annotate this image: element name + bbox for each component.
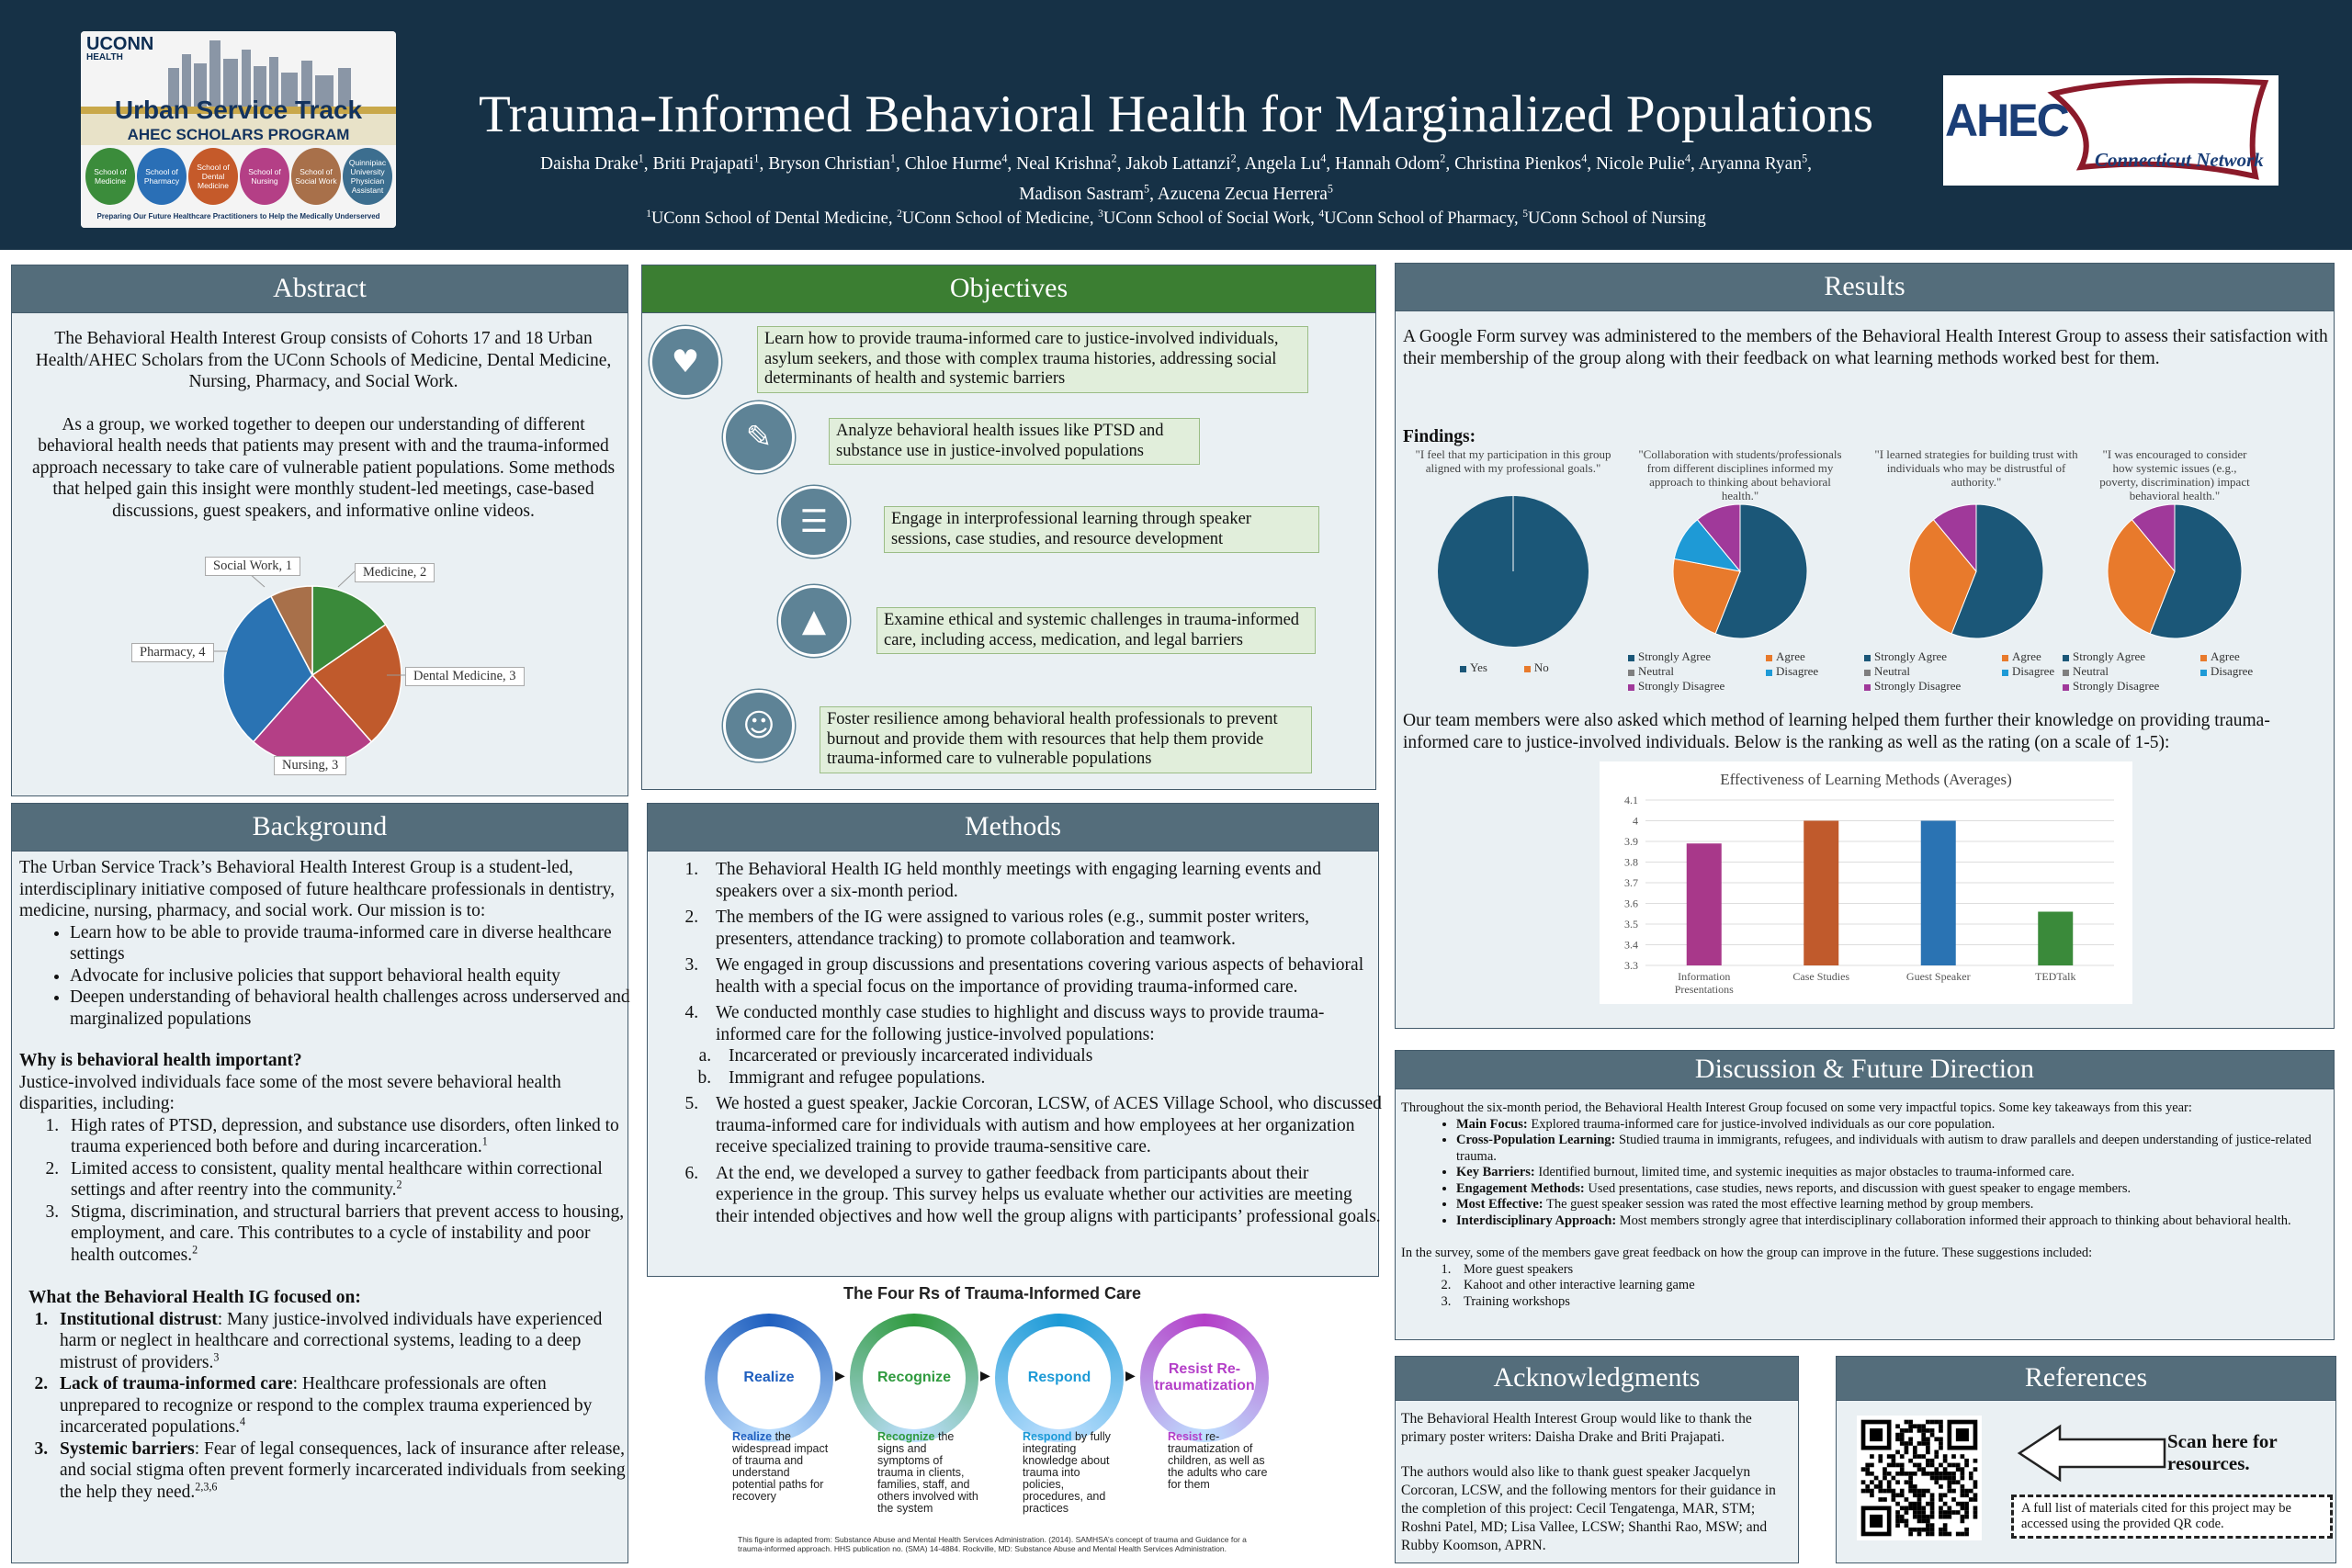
legend-swatch [2063, 655, 2069, 661]
footnote-number: 2 [897, 208, 902, 220]
legend-label: Neutral [2073, 664, 2109, 678]
footnote-number: 4 [1001, 152, 1008, 165]
four-rs-label: Resist Re-traumatization [1153, 1326, 1256, 1429]
methods-item [703, 1002, 1383, 1089]
bar [1921, 821, 1956, 966]
legend-label: Disagree [2211, 664, 2254, 678]
footnote-number: 4 [1320, 152, 1327, 165]
mission-item: • Deepen understanding of behavioral health challenges across underserved and marginalized populations [70, 987, 630, 1030]
footnote-number: 5 [1522, 208, 1529, 220]
legend-label: Disagree [2012, 664, 2055, 678]
chevron-right-icon: ▶ [980, 1369, 990, 1383]
school-circle: School of Nursing [240, 148, 289, 205]
four-rs-desc-text: the widespread impact of trauma and understand potential paths for recovery [732, 1430, 829, 1503]
leader-line [338, 571, 355, 587]
methods-subitem: b. Immigrant and refugee populations. [716, 1067, 1383, 1089]
focus-heading: What the Behavioral Health IG focused on: [28, 1288, 361, 1307]
takeaway-text: Identified burnout, limited time, and systemic inequities as major obstacles to trauma-informed care. [1534, 1165, 2075, 1179]
focus-item-title: Lack of trauma-informed care [60, 1374, 293, 1393]
focus-item [52, 1373, 630, 1438]
affiliation-name: UConn School of Social Work [1102, 209, 1311, 228]
survey-pie [1430, 489, 1596, 654]
chevron-right-icon: ▶ [835, 1369, 845, 1383]
takeaway-text: Used presentations, case studies, news reports, and discussion with guest speaker to engage members. [1584, 1180, 2132, 1196]
methods-item-text: The Behavioral Health IG held monthly meetings with engaging learning events and speakers over a six-month period. [716, 860, 1322, 901]
background-intro: The Urban Service Track’s Behavioral Health Interest Group is a student-led, interdisciplinary initiative composed of future healthcare professionals in dentistry, medicine, nursing, pharmacy, and social work. Our mission is to: [19, 858, 616, 920]
pie-label-medicine: Medicine, 2 [355, 563, 435, 582]
references-qr-code[interactable] [1857, 1416, 1982, 1540]
affiliations: $^1$UConn School of Dental Medicine, $^2$UConn School of Medicine, $^3$UConn School of Social Work, $^4$UConn School of Pharmacy, $^5$UConn School of Nursing [646, 208, 1706, 228]
four-rs-word: Resist [1168, 1430, 1203, 1443]
four-rs-desc-text: re-traumatization of children, as well as the adults who care for them [1168, 1430, 1268, 1491]
four-rs-ring [705, 1314, 833, 1442]
objectives-heading: Objectives [642, 265, 1375, 313]
poster-header [0, 0, 2352, 250]
methods-panel [647, 803, 1382, 1277]
objective-item: Foster resilience among behavioral health professionals to prevent burnout and provide them with resources that help them provide trauma-informed care to vulnerable populations [820, 706, 1312, 773]
footnote-number: 2 [1230, 152, 1237, 165]
takeaway-item [1456, 1165, 2324, 1181]
four-rs-word: Recognize [877, 1430, 935, 1443]
takeaway-title: Interdisciplinary Approach: [1456, 1213, 1617, 1228]
four-rs-title: The Four Rs of Trauma-Informed Care [842, 1284, 1142, 1303]
why-item [63, 1158, 630, 1201]
legend-swatch [1524, 666, 1531, 672]
author-name: Daisha Drake [539, 154, 639, 174]
four-rs-source: This figure is adapted from: Substance Abuse and Mental Health Services Administration. (2014). SAMHSA’s concept of trauma and Guidance for a trauma-informed approach. HHS publication no. (SMA) 14-4884. Rockville, MD: Substance Abuse and Mental Health Services Administration. [738, 1535, 1247, 1553]
four-rs-ring [1140, 1314, 1269, 1442]
footnote-number: 1 [481, 1134, 488, 1148]
methods-list [703, 859, 1383, 1227]
why-item-text: High rates of PTSD, depression, and substance use disorders, often linked to trauma experienced both before and during incarceration. [71, 1115, 619, 1156]
references-note: A full list of materials cited for this project may be accessed using the provided QR code. [2011, 1495, 2333, 1539]
four-rs-word: Respond [1023, 1430, 1072, 1443]
x-tick-label: TEDTalk [2035, 970, 2076, 983]
bar [1804, 821, 1838, 966]
suggestion-item: 3. Training workshops [1454, 1294, 2324, 1311]
footnote-number: 1 [646, 208, 651, 220]
takeaway-text: Most members strongly agree that interdisciplinary collaboration informed their approach to thinking about behavioral health. [1616, 1213, 2291, 1228]
suggestions-intro: In the survey, some of the members gave great feedback on how the group can improve in the future. These suggestions included: [1401, 1246, 2093, 1260]
four-rs-description [1168, 1431, 1269, 1491]
objectives-panel [641, 265, 1376, 790]
references-panel [1836, 1356, 2336, 1563]
methods-item-text: We conducted monthly case studies to highlight and discuss ways to provide trauma-informed care for the following justice-involved populations: [716, 1003, 1325, 1044]
why-item [63, 1115, 630, 1158]
takeaway-text: Explored trauma-informed care for justice-involved individuals as our core population. [1527, 1116, 1996, 1132]
survey-question: "Collaboration with students/professionals from different disciplines informed my approach to thinking about behavioral health." [1638, 447, 1842, 502]
legend-label: Disagree [1776, 664, 1819, 678]
ranking-intro: Our team members were also asked which method of learning helped them further their knowledge on providing trauma-informed care to justice-involved individuals. Below is the ranking as well as the rating (on a scale of 1-5): [1403, 711, 2270, 752]
legend-item [1460, 660, 1487, 674]
objective-item: Examine ethical and systemic challenges in trauma-informed care, including access, medication, and legal barriers [876, 607, 1316, 654]
author-name: Angela Lu [1244, 154, 1321, 174]
results-panel [1395, 263, 2335, 1029]
cohort-pie-chart [12, 265, 629, 797]
discussion-panel [1395, 1050, 2335, 1340]
footnote-number: 2 [1111, 152, 1117, 165]
takeaway-text: The guest speaker session was rated the most effective learning method by group members. [1543, 1197, 2034, 1212]
ust-logo-title: Urban Service Track [114, 96, 363, 124]
footnote-number: 1 [638, 152, 644, 165]
y-tick-label: 3.4 [1624, 938, 1638, 952]
why-list [63, 1115, 630, 1267]
footnote-number: 4 [1581, 152, 1588, 165]
why-heading: Why is behavioral health important? [19, 1051, 302, 1070]
legend-swatch [1864, 684, 1871, 691]
legend-item [1628, 679, 1766, 694]
legend-item [1766, 664, 1849, 679]
school-circle: School of Pharmacy [137, 148, 187, 205]
legend-swatch [1460, 666, 1466, 672]
four-rs-desc-text: by fully integrating knowledge about trauma into policies, procedures, and practices [1023, 1430, 1111, 1515]
footnote-number: 4 [240, 1415, 246, 1428]
objective-item: Engage in interprofessional learning through speaker sessions, case studies, and resource development [884, 506, 1319, 553]
background-text [19, 857, 630, 1503]
takeaway-text: Studied trauma in immigrants, refugees, and individuals with autism to draw parallels and deepen understanding of justice-related trauma. [1456, 1133, 2312, 1164]
background-panel [11, 803, 628, 1563]
suggestions-list [1454, 1262, 2324, 1311]
affiliation-name: UConn School of Nursing [1528, 209, 1706, 228]
y-tick-label: 3.3 [1624, 959, 1638, 972]
ack-paragraph-1: The Behavioral Health Interest Group would like to thank the primary poster writers: Daisha Drake and Briti Prajapati. [1401, 1411, 1752, 1445]
legend-label: Strongly Agree [1638, 649, 1712, 663]
takeaways-list [1456, 1117, 2324, 1230]
footnote-number: 1 [889, 152, 896, 165]
legend-label: Strongly Agree [1874, 649, 1948, 663]
x-tick-label: Information Presentations [1674, 970, 1734, 996]
methods-item-text: We engaged in group discussions and presentations covering various aspects of behavioral health with a special focus on the importance of providing trauma-informed care. [716, 955, 1364, 997]
legend-swatch [1628, 684, 1634, 691]
takeaway-item [1456, 1197, 2324, 1213]
ust-logo-tagline: Preparing Our Future Healthcare Practitioners to Help the Medically Underserved [96, 212, 380, 220]
focus-item-text: : Healthcare professionals are often unprepared to recognize or respond to the complex trauma experienced by incarcerated populations. [60, 1374, 593, 1437]
survey-question: "I feel that my participation in this group aligned with my professional goals." [1415, 447, 1611, 475]
footnote-number: 1 [753, 152, 760, 165]
discussion-heading: Discussion & Future Direction [1396, 1051, 2334, 1089]
heart-hand-icon: ♥ [650, 326, 721, 398]
pie-legend [1864, 649, 2055, 694]
discussion-intro: Throughout the six-month period, the Behavioral Health Interest Group focused on some very impactful topics. Some key takeaways from this year: [1401, 1100, 2192, 1115]
school-circle: School of Dental Medicine [188, 148, 238, 205]
four-rs-description [1023, 1431, 1124, 1515]
results-intro: A Google Form survey was administered to the members of the Behavioral Health Interest Group to assess their satisfaction with their membership of the group along with their feedback on what learning methods worked best for them. [1403, 327, 2328, 368]
four-rs-ring [995, 1314, 1124, 1442]
takeaway-item [1456, 1117, 2324, 1134]
author-line: Madison Sastram$^5$, Azucena Zecua Herrera$^5$ [1019, 182, 1333, 204]
objective-item: Analyze behavioral health issues like PTSD and substance use in justice-involved populations [829, 418, 1200, 465]
y-tick-label: 3.8 [1624, 855, 1638, 869]
acknowledgments-heading: Acknowledgments [1396, 1357, 1798, 1401]
chart-title: Effectiveness of Learning Methods (Averages) [1720, 771, 2012, 788]
head-puzzle-icon: ✎ [723, 401, 795, 473]
pie-legend [1628, 649, 1819, 694]
author-name: Nicole Pulie [1596, 154, 1685, 174]
author-name: Hannah Odom [1334, 154, 1441, 174]
legend-swatch [1864, 655, 1871, 661]
why-intro: Justice-involved individuals face some of the most severe behavioral health disparities, including: [19, 1072, 561, 1113]
author-name: Aryanna Ryan [1698, 154, 1803, 174]
ust-logo-subtitle: AHEC SCHOLARS PROGRAM [127, 126, 350, 143]
school-circle: School of Social Work [291, 148, 341, 205]
abstract-panel [11, 265, 628, 796]
uconn-wordmark: UCONN [86, 34, 154, 54]
legend-item [2200, 649, 2283, 664]
focus-item-title: Systemic barriers [60, 1438, 195, 1459]
methods-text [675, 859, 1383, 1227]
legend-swatch [2200, 670, 2207, 676]
legend-swatch [2002, 655, 2008, 661]
legend-swatch [2002, 670, 2008, 676]
focus-item [52, 1438, 630, 1504]
methods-sublist [716, 1045, 1383, 1089]
suggestion-item: 2. Kahoot and other interactive learning game [1454, 1278, 2324, 1294]
bar-chart-frame [1600, 761, 2132, 1004]
y-tick-label: 3.7 [1624, 876, 1638, 889]
author-name: Azucena Zecua Herrera [1157, 185, 1328, 204]
legend-item [1864, 649, 2002, 664]
y-tick-label: 3.5 [1624, 918, 1638, 931]
footnote-number: 5 [1802, 152, 1808, 165]
survey-question: "I was encouraged to consider how systemic issues (e.g., poverty, discrimination) impact behavioral health." [2099, 447, 2250, 502]
focus-list [52, 1309, 630, 1504]
abstract-paragraph-2: As a group, we worked together to deepen our understanding of different behavioral health needs that patients may present with and the trauma-informed approach necessary to take care of vulnerable patient populations. Some methods that helped gain this insight were monthly student-led meetings, case-based discussions, guest speakers, and informative online videos. [31, 414, 616, 521]
legend-label: Strongly Agree [2073, 649, 2146, 663]
pie-legend [2063, 649, 2254, 694]
y-tick-label: 4.1 [1624, 794, 1638, 807]
results-heading: Results [1396, 264, 2334, 311]
legend-swatch [1766, 655, 1772, 661]
four-rs-label: Respond [1008, 1326, 1111, 1429]
methods-item [703, 954, 1383, 998]
footnote-number: 3 [213, 1350, 220, 1363]
footnote-number: 5 [1144, 182, 1150, 196]
people-climbing-icon: ☺ [723, 690, 795, 761]
scan-here-text: Scan here for resources. [2167, 1430, 2278, 1474]
school-circle: School of Medicine [85, 148, 135, 205]
methods-item-text: We hosted a guest speaker, Jackie Corcoran, LCSW, of ACES Village School, who discussed trauma-informed care for individuals with autism and how employees at her organization receive specialized training to provide trauma-sensitive care. [716, 1094, 1382, 1156]
takeaway-title: Cross-Population Learning: [1456, 1133, 1616, 1147]
legend-label: No [1533, 660, 1549, 674]
pie-label-nursing: Nursing, 3 [274, 756, 346, 775]
affiliation-name: UConn School of Pharmacy [1324, 209, 1515, 228]
methods-subitem: a. Incarcerated or previously incarcerated individuals [716, 1045, 1383, 1067]
abstract-heading: Abstract [12, 265, 628, 313]
y-tick-label: 3.9 [1624, 835, 1638, 848]
pie-label-dental: Dental Medicine, 3 [405, 667, 525, 686]
footnote-number: 2 [1440, 152, 1446, 165]
acknowledgments-text [1401, 1410, 1787, 1555]
footnote-number: 2 [192, 1243, 198, 1256]
survey-pie [1657, 489, 1823, 654]
legend-swatch [2063, 684, 2069, 691]
takeaway-item [1456, 1133, 2324, 1165]
legend-item [1524, 660, 1549, 674]
methods-item [703, 907, 1383, 950]
footnote-number: 4 [1318, 208, 1325, 220]
takeaway-title: Most Effective: [1456, 1197, 1544, 1212]
ahec-wordmark: AHEC [1945, 95, 2068, 146]
presentation-icon: ☰ [778, 486, 850, 558]
four-rs-label: Realize [718, 1326, 820, 1429]
x-tick-label: Case Studies [1792, 970, 1850, 983]
legend-label: Neutral [1638, 664, 1674, 678]
legend-swatch [1864, 670, 1871, 676]
why-item [63, 1201, 630, 1267]
mission-item: • Advocate for inclusive policies that support behavioral health equity [70, 965, 630, 987]
survey-pie [2092, 489, 2257, 654]
footnote-number: 4 [1684, 152, 1690, 165]
four-rs-desc-text: the signs and symptoms of trauma in clients, families, staff, and others involved with the system [877, 1430, 978, 1515]
ahec-logo [1943, 75, 2278, 186]
legend-item [2063, 679, 2200, 694]
author-name: Bryson Christian [768, 154, 890, 174]
bar [2038, 912, 2073, 966]
affiliation-name: UConn School of Dental Medicine [650, 209, 888, 228]
health-wordmark: HEALTH [86, 52, 123, 62]
poster-title: Trauma-Informed Behavioral Health for Marginalized Populations [478, 85, 1874, 143]
legend-item [2063, 649, 2200, 664]
legend-item [2063, 664, 2200, 679]
discussion-text [1401, 1100, 2324, 1310]
pie-label-social-work: Social Work, 1 [205, 557, 300, 576]
takeaway-item [1456, 1181, 2324, 1198]
legend-swatch [2200, 655, 2207, 661]
x-tick-label: Guest Speaker [1905, 970, 1971, 983]
author-name: Christina Pienkos [1454, 154, 1582, 174]
why-item-text: Limited access to consistent, quality mental healthcare within correctional settings and after reentry into the community. [71, 1158, 603, 1200]
methods-heading: Methods [648, 804, 1378, 852]
bar [1687, 843, 1722, 965]
legend-label: Yes [1470, 660, 1487, 674]
takeaway-title: Engagement Methods: [1456, 1180, 1585, 1196]
legend-label: Agree [1776, 649, 1805, 663]
author-name: Madison Sastram [1019, 185, 1145, 204]
legend-label: Strongly Disagree [2073, 679, 2160, 693]
focus-item-title: Institutional distrust [60, 1309, 218, 1329]
pie-label-pharmacy: Pharmacy, 4 [131, 643, 214, 662]
methods-item-text: The members of the IG were assigned to various roles (e.g., summit poster writers, presenters, attendance tracking) to promote collaboration and teamwork. [716, 908, 1310, 949]
methods-item [703, 1093, 1383, 1158]
legend-swatch [2063, 670, 2069, 676]
legend-item [1864, 664, 2002, 679]
focus-item [52, 1309, 630, 1374]
mission-item: • Learn how to be able to provide trauma-informed care in diverse healthcare settings [70, 922, 630, 965]
legend-item [1628, 649, 1766, 664]
legend-label: Strongly Disagree [1874, 679, 1962, 693]
abstract-paragraph-1: The Behavioral Health Interest Group consists of Cohorts 17 and 18 Urban Health/AHEC Scholars from the UConn Schools of Medicine, Dental Medicine, Nursing, Pharmacy, and Social Work. [35, 329, 612, 391]
four-rs-word: Realize [732, 1430, 773, 1443]
legend-swatch [1628, 655, 1634, 661]
references-heading: References [1837, 1357, 2335, 1401]
school-circle: Quinnipiac University Physician Assistant [343, 148, 392, 205]
legend-swatch [1628, 670, 1634, 676]
author-name: Chloe Hurme [904, 154, 1002, 174]
pie-legend [1460, 660, 1644, 675]
affiliation-name: UConn School of Medicine [901, 209, 1090, 228]
objective-item: Learn how to provide trauma-informed care to justice-involved individuals, asylum seekers, and those with complex trauma histories, addressing social determinants of health and systemic barriers [757, 326, 1308, 393]
author-line: Daisha Drake$^1$, Briti Prajapati$^1$, Bryson Christian$^1$, Chloe Hurme$^4$, Neal Krishna$^2$, Jakob Lattanzi$^2$, Angela Lu$^4$, Hannah Odom$^2$, Christina Pienkos$^4$, Nicole Pulie$^4$, Aryanna Ryan$^5$, [539, 152, 1813, 174]
takeaway-title: Key Barriers: [1456, 1165, 1535, 1179]
ack-paragraph-2: The authors would also like to thank guest speaker Jacquelyn Corcoran, LCSW, and the following mentors for their guidance in the completion of this project: Cecil Tengatenga, MAR, STM; Roshni Patel, MD; Lisa Vallee, LCSW; Shanthi Rao, MSW; and Rubby Koomson, APRN. [1401, 1464, 1776, 1553]
left-arrow-icon [2016, 1421, 2172, 1485]
four-rs-description [877, 1431, 978, 1515]
y-tick-label: 4 [1633, 814, 1638, 828]
focus-item-text: : Many justice-involved individuals have experienced harm or neglect in healthcare and correctional systems, leading to a deep mistrust of providers. [60, 1309, 603, 1372]
findings-label: Findings: [1403, 427, 1476, 446]
background-heading: Background [12, 804, 628, 852]
focus-item-text: : Fear of legal consequences, lack of insurance after release, and social stigma often prevent formerly incarcerated individuals from seeking the help they need. [60, 1438, 626, 1502]
legend-label: Neutral [1874, 664, 1910, 678]
takeaway-item [1456, 1213, 2324, 1230]
legend-label: Agree [2012, 649, 2041, 663]
iceberg-icon: ▲ [778, 585, 850, 657]
why-item-text: Stigma, discrimination, and structural barriers that prevent access to housing, employment, and care. This contributes to a cycle of instability and poor health outcomes. [71, 1201, 625, 1265]
author-name: Jakob Lattanzi [1125, 154, 1231, 174]
takeaway-title: Main Focus: [1456, 1116, 1528, 1132]
author-list [459, 149, 1893, 209]
legend-label: Strongly Disagree [1638, 679, 1725, 693]
four-rs-label: Recognize [863, 1326, 966, 1429]
author-name: Neal Krishna [1016, 154, 1112, 174]
survey-pie [1894, 489, 2059, 654]
learning-methods-bar-chart [1600, 761, 2132, 1004]
footnote-number: 5 [1327, 182, 1333, 196]
methods-item [703, 1163, 1383, 1228]
methods-item [703, 859, 1383, 902]
ahec-subtitle: Connecticut Network [2095, 149, 2264, 171]
suggestion-item: 1. More guest speakers [1454, 1262, 2324, 1279]
legend-label: Agree [2211, 649, 2240, 663]
methods-item-text: At the end, we developed a survey to gather feedback from participants about their experience in the group. This survey helps us evaluate whether our activities are meeting their intended objectives and how well the group aligns with participants’ professional goals. [716, 1163, 1381, 1226]
legend-swatch [1766, 670, 1772, 676]
legend-item [2200, 664, 2283, 679]
legend-item [1864, 679, 2002, 694]
four-rs-ring [850, 1314, 978, 1442]
author-name: Briti Prajapati [652, 154, 754, 174]
four-rs-description [732, 1431, 833, 1503]
footnote-number: 2 [396, 1178, 402, 1191]
survey-question: "I learned strategies for building trust with individuals who may be distrustful of authority." [1874, 447, 2078, 489]
chevron-right-icon: ▶ [1125, 1369, 1136, 1383]
y-tick-label: 3.6 [1624, 897, 1638, 910]
legend-item [1628, 664, 1766, 679]
mission-list [70, 922, 630, 1031]
acknowledgments-panel [1395, 1356, 1799, 1563]
four-rs-figure [694, 1277, 1291, 1562]
legend-item [1766, 649, 1849, 664]
footnote-number: 2,3,6 [195, 1480, 218, 1493]
footnote-number: 3 [1098, 208, 1103, 220]
